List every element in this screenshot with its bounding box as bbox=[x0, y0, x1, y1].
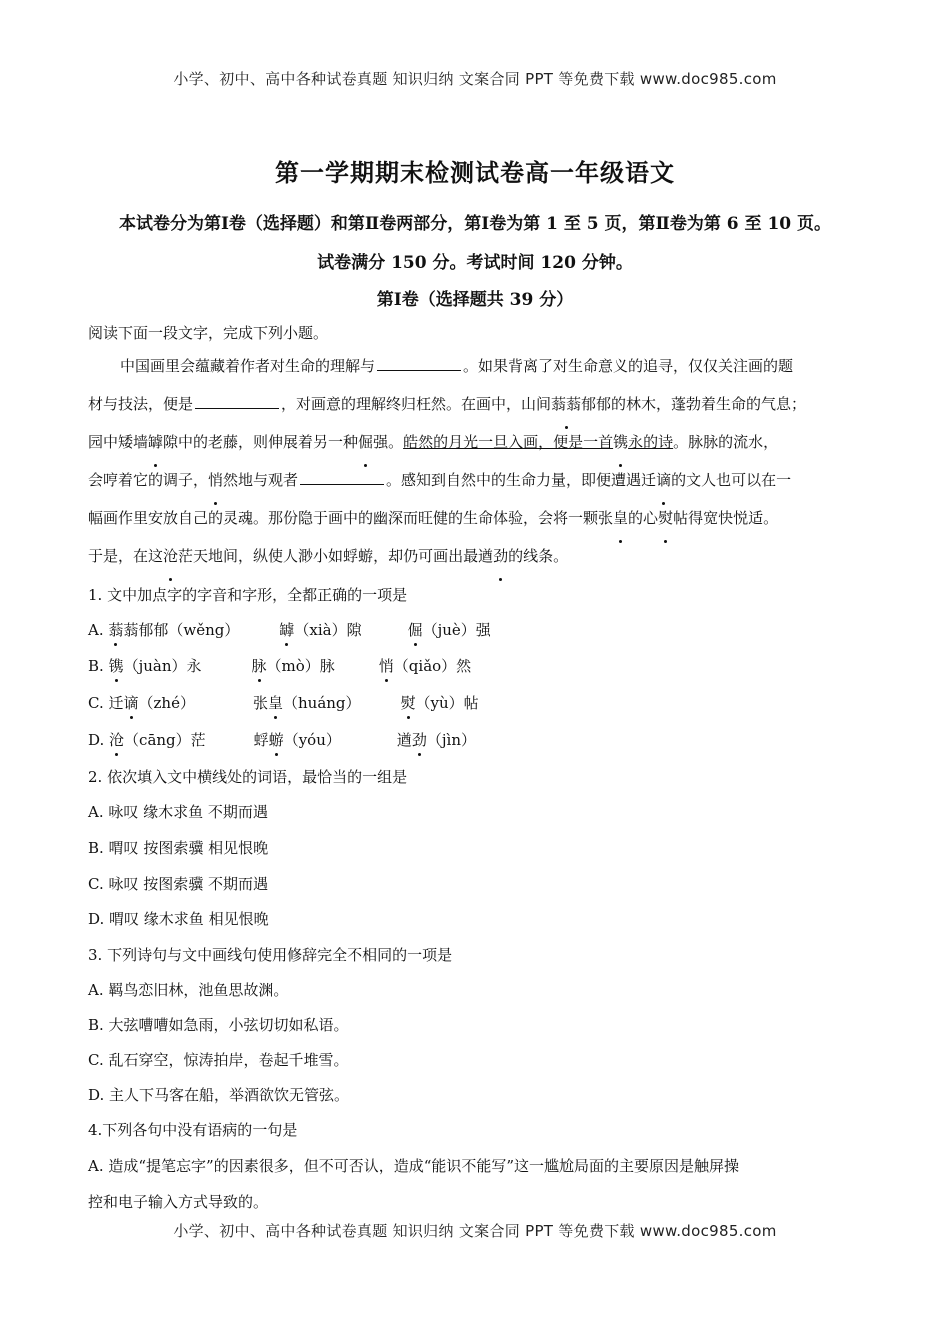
blank-1 bbox=[377, 356, 461, 371]
question-1-stem: 1. 文中加点字的字音和字形，全都正确的一项是 bbox=[88, 586, 408, 604]
blank-3 bbox=[300, 470, 384, 485]
question-1-option-b: B. 镌（juàn）永 脉（mò）脉 悄（qiǎo）然 bbox=[88, 657, 472, 675]
question-1-option-d: D. 沧（cāng）茫 蜉蝣（yóu） 遒劲（jìn） bbox=[88, 731, 476, 749]
footer-banner: 小学、初中、高中各种试卷真题 知识归纳 文案合同 PPT 等免费下载 www.doc985.com bbox=[173, 1222, 777, 1240]
blank-2 bbox=[195, 394, 279, 409]
section-title: 第Ⅰ卷（选择题共 39 分） bbox=[376, 290, 574, 310]
reading-passage bbox=[88, 347, 868, 575]
question-3-option-b: B. 大弦嘈嘈如急雨，小弦切切如私语。 bbox=[88, 1016, 349, 1034]
intro-line-1: 本试卷分为第Ⅰ卷（选择题）和第Ⅱ卷两部分，第Ⅰ卷为第 1 至 5 页，第Ⅱ卷为第 6 至 10 页。 bbox=[118, 214, 832, 234]
question-1-option-c: C. 迁谪（zhé） 张皇（huáng） 熨（yù）帖 bbox=[88, 694, 479, 712]
question-3-option-a: A. 羁鸟恋旧林，池鱼思故渊。 bbox=[88, 981, 289, 999]
question-1-option-a: A. 蓊蓊郁郁（wěng） 罅（xià）隙 倔（juè）强 bbox=[88, 621, 491, 639]
passage-line: 材与技法，便是 ，对画意的理解终归枉然。在画中，山间蓊蓊郁郁的林木，蓬勃着生命的气息； bbox=[88, 385, 868, 423]
passage-line: 中国画里会蕴藏着作者对生命的理解与 。如果背离了对生命意义的追寻，仅仅关注画的题 bbox=[120, 357, 794, 375]
question-2-option-b: B. 喟叹 按图索骥 相见恨晚 bbox=[88, 839, 269, 857]
passage-line: 于是，在这沧茫天地间，纵使人渺小如蜉蝣，却仍可画出最遒劲的线条。 bbox=[88, 537, 868, 575]
passage-line: 会哼着它的调子，悄然地与观者 。感知到自然中的生命力量，即便遭遇迁谪的文人也可以在一 bbox=[88, 461, 868, 499]
reading-instruction: 阅读下面一段文字，完成下列小题。 bbox=[88, 324, 329, 342]
question-4-option-a-line-1: A. 造成“提笔忘字”的因素很多，但不可否认，造成“能识不能写”这一尴尬局面的主要原因是触屏操 bbox=[88, 1157, 740, 1175]
intro-line-2: 试卷满分 150 分。考试时间 120 分钟。 bbox=[317, 253, 633, 273]
underlined-sentence: 皓然的月光一旦入画，便是一首镌永的诗 bbox=[403, 433, 673, 451]
question-4-option-a-line-2: 控和电子输入方式导致的。 bbox=[88, 1193, 269, 1211]
question-2-option-a: A. 咏叹 缘木求鱼 不期而遇 bbox=[88, 803, 268, 821]
question-2-stem: 2. 依次填入文中横线处的词语，最恰当的一组是 bbox=[88, 768, 408, 786]
passage-line: 幅画作里安放自己的灵魂。那份隐于画中的幽深而旺健的生命体验，会将一颗张皇的心熨帖得宽快悦适。 bbox=[88, 499, 868, 537]
question-2-option-d: D. 喟叹 缘木求鱼 相见恨晚 bbox=[88, 910, 269, 928]
question-3-stem: 3. 下列诗句与文中画线句使用修辞完全不相同的一项是 bbox=[88, 946, 453, 964]
question-2-option-c: C. 咏叹 按图索骥 不期而遇 bbox=[88, 875, 269, 893]
question-3-option-d: D. 主人下马客在船，举酒欲饮无管弦。 bbox=[88, 1086, 350, 1104]
page-title: 第一学期期末检测试卷高一年级语文 bbox=[275, 158, 675, 187]
question-3-option-c: C. 乱石穿空，惊涛拍岸，卷起千堆雪。 bbox=[88, 1051, 349, 1069]
passage-line: 园中矮墙罅隙中的老藤，则伸展着另一种倔强。皓然的月光一旦入画，便是一首镌永的诗。脉脉的流水， bbox=[88, 423, 868, 461]
question-4-stem: 4.下列各句中没有语病的一句是 bbox=[88, 1121, 298, 1139]
header-banner: 小学、初中、高中各种试卷真题 知识归纳 文案合同 PPT 等免费下载 www.doc985.com bbox=[173, 70, 777, 88]
